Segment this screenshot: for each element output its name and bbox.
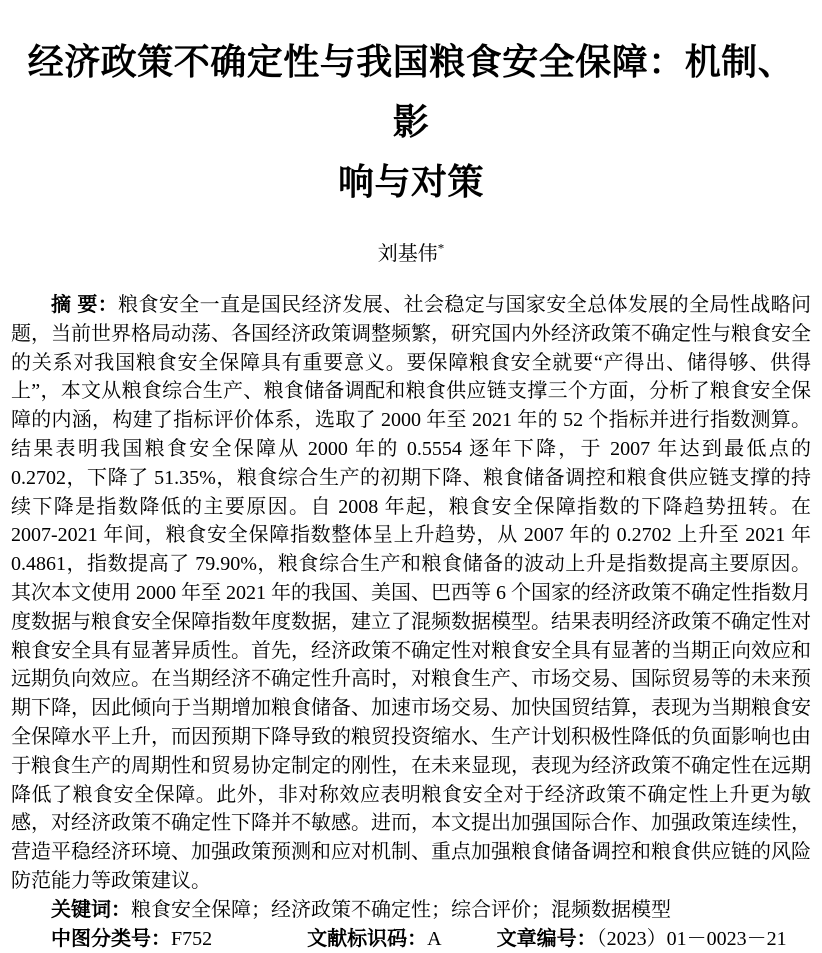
document-code-item [307, 928, 441, 950]
clc-number-item [51, 928, 212, 950]
document-code-label: 文献标识码： [307, 927, 428, 950]
article-id-label: 文章编号： [496, 927, 597, 950]
clc-number-label: 中图分类号： [51, 927, 171, 950]
article-id-item [497, 928, 787, 950]
article-meta-row [11, 925, 811, 953]
author-footnote-marker: * [437, 240, 445, 256]
document-code-value: A [427, 927, 442, 950]
abstract-paragraph [11, 291, 811, 896]
abstract-text: 粮食安全一直是国民经济发展、社会稳定与国家安全总体发展的全局性战略问题，当前世界格局动荡、各国经济政策调整频繁，研究国内外经济政策不确定性与粮食安全的关系对我国粮食安全保障具有重要意义。要保障粮食安全就要“产得出、储得够、供得上”，本文从粮食综合生产、粮食储备调配和粮食供应链支撑三个方面，分析了粮食安全保障的内涵，构建了指标评价体系，选取了 2000 年至 2021 年的 52 个指标并进行指数测算。结果表明我国粮食安全保障从 2000 年的 0.5554 逐年下降，于 2007 年达到最低点的 0.2702，下降了 51.35%，粮食综合生产的初期下降、粮食储备调控和粮食供应链支撑的持续下降是指数降低的主要原因。自 2008 年起，粮食安全保障指数的下降趋势扭转。在 2007-2021 年间，粮食安全保障指数整体呈上升趋势，从 2007 年的 0.2702 上升至 2021 年 0.4861，指数提高了 79.90%，粮食综合生产和粮食储备的波动上升是指数提高主要原因。其次本文使用 2000 年至 2021 年的我国、美国、巴西等 6 个国家的经济政策不确定性指数月度数据与粮食安全保障指数年度数据，建立了混频数据模型。结果表明经济政策不确定性对粮食安全具有显著异质性。首先，经济政策不确定性对粮食安全具有显著的当期正向效应和远期负向效应。在当期经济不确定性升高时，对粮食生产、市场交易、国际贸易等的未来预期下降，因此倾向于当期增加粮食储备、加速市场交易、加快国贸结算，表现为当期粮食安全保障水平上升，而因预期下降导致的粮贸投资缩水、生产计划积极性降低的负面影响也由于粮食生产的周期性和贸易协定制定的刚性，在未来显现，表现为经济政策不确定性在远期降低了粮食安全保障。此外，非对称效应表明粮食安全对于经济政策不确定性上升更为敏感，对经济政策不确定性下降并不敏感。进而，本文提出加强国际合作、加强政策连续性，营造平稳经济环境、加强政策预测和应对机制、重点加强粮食储备调控和粮食供应链的风险防范能力等政策建议。 [11, 294, 812, 892]
paper-title [25, 32, 797, 212]
keywords-text: 粮食安全保障；经济政策不确定性；综合评价；混频数据模型 [131, 898, 671, 921]
author-line [11, 240, 811, 268]
paper-title-line-2: 响与对策 [337, 161, 484, 202]
article-id-value: （2023）01－0023－21 [596, 927, 787, 950]
abstract-label: 摘 要： [51, 294, 119, 316]
keywords-label: 关键词： [51, 898, 131, 921]
paper-title-line-1: 经济政策不确定性与我国粮食安全保障：机制、影 [27, 41, 795, 142]
keywords-line [11, 896, 811, 925]
clc-number-value: F752 [171, 927, 213, 950]
author-name: 刘基伟 [377, 243, 438, 265]
